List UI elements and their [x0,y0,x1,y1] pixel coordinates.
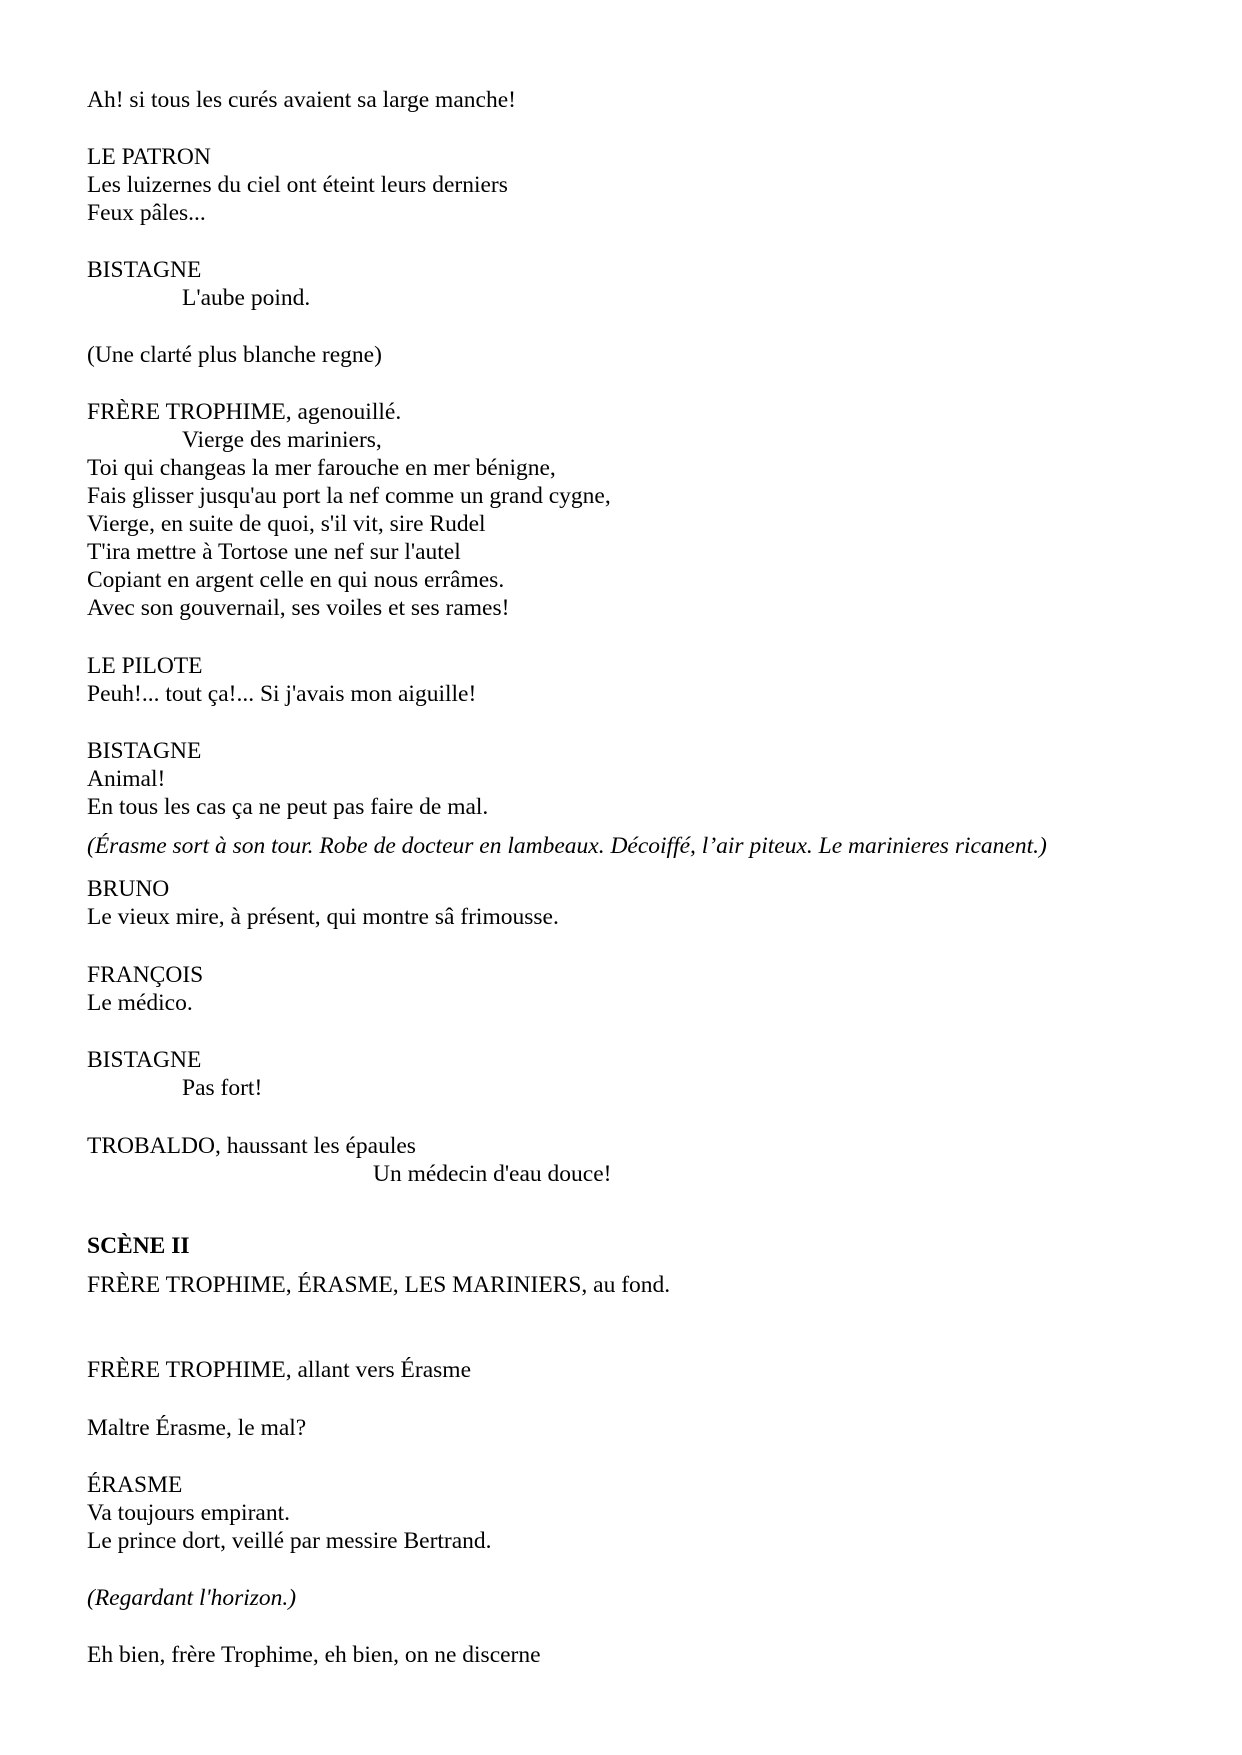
stage-direction: (Érasme sort à son tour. Robe de docteur en lambeaux. Décoiffé, l’air piteux. Le marinieres ricanent.) [87,833,1047,859]
speaker-name: BRUNO [87,876,170,902]
verse-line: L'aube poind. [182,285,311,311]
verse-line: Ah! si tous les curés avaient sa large manche! [87,87,516,113]
speaker-name: BISTAGNE [87,1047,202,1073]
verse-line: T'ira mettre à Tortose une nef sur l'autel [87,539,461,565]
verse-line: Vierge des mariniers, [182,427,382,453]
verse-line: Toi qui changeas la mer farouche en mer bénigne, [87,455,556,481]
verse-line: Animal! [87,766,166,792]
verse-line: Pas fort! [182,1075,263,1101]
scene-characters: FRÈRE TROPHIME, ÉRASME, LES MARINIERS, au fond. [87,1272,671,1298]
verse-line: Va toujours empirant. [87,1500,290,1526]
verse-line: Les luizernes du ciel ont éteint leurs derniers [87,172,508,198]
verse-line: Vierge, en suite de quoi, s'il vit, sire Rudel [87,511,486,537]
speaker-name: ÉRASME [87,1472,183,1498]
verse-line: Fais glisser jusqu'au port la nef comme un grand cygne, [87,483,611,509]
verse-line: Le médico. [87,990,193,1016]
verse-line: Un médecin d'eau douce! [373,1161,612,1187]
speaker-name: BISTAGNE [87,257,202,283]
speaker-name: LE PILOTE [87,653,203,679]
verse-line: Le prince dort, veillé par messire Bertrand. [87,1528,492,1554]
speaker-name: TROBALDO, haussant les épaules [87,1133,416,1159]
scene-heading: SCÈNE II [87,1233,190,1259]
verse-line: Feux pâles... [87,200,206,226]
verse-line: Eh bien, frère Trophime, eh bien, on ne discerne [87,1642,541,1668]
speaker-name: FRANÇOIS [87,962,204,988]
speaker-name: FRÈRE TROPHIME, agenouillé. [87,399,402,425]
verse-line: Maltre Érasme, le mal? [87,1415,307,1441]
verse-line: Copiant en argent celle en qui nous errâmes. [87,567,505,593]
speaker-name: FRÈRE TROPHIME, allant vers Érasme [87,1357,472,1383]
verse-line: Le vieux mire, à présent, qui montre sâ frimousse. [87,904,559,930]
speaker-name: BISTAGNE [87,738,202,764]
stage-direction: (Regardant l'horizon.) [87,1585,297,1611]
verse-line: En tous les cas ça ne peut pas faire de mal. [87,794,489,820]
verse-line: Avec son gouvernail, ses voiles et ses rames! [87,595,510,621]
verse-line: Peuh!... tout ça!... Si j'avais mon aiguille! [87,681,477,707]
stage-direction: (Une clarté plus blanche regne) [87,342,382,368]
speaker-name: LE PATRON [87,144,211,170]
